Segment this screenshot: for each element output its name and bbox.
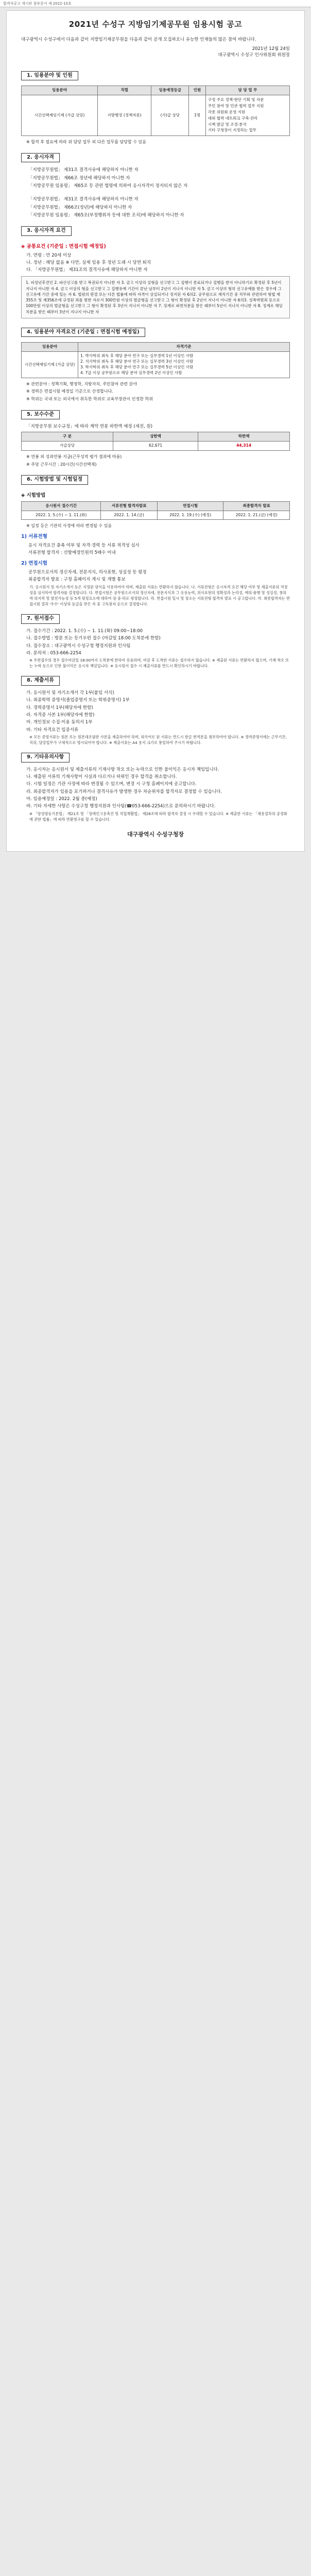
table-row — [22, 352, 290, 378]
application-line: 가. 접수기간 : 2022. 1. 5.(수) ~ 1. 11.(화) 09:00~18:00 — [26, 628, 143, 634]
salary-grade-cell: 가급상당 — [22, 442, 113, 451]
announcement-page — [6, 10, 305, 852]
schedule-cell: 2022. 1. 14.(금) — [101, 511, 158, 520]
requirement-line: 나. 정년 : 해당 없음 ※ 다만, 실제 임용 후 정년 도래 시 당연 퇴직 — [26, 260, 151, 265]
duty-item: 기타 구청장이 지정하는 업무 — [208, 128, 256, 133]
document-item: 라. 자격증 사본 1부(해당자에 한함) — [26, 712, 95, 718]
announcement-date: 2021년 12월 24일 — [252, 46, 290, 52]
table-header-row — [22, 501, 290, 511]
section-9-heading: 9. 기타유의사항 — [21, 753, 70, 762]
field-cell: 시간선택제임기제 (가급 상당) — [22, 95, 98, 136]
table-header: 자격기준 — [78, 343, 290, 352]
requirement-line: 다. 「지방공무원법」 제31조의 결격사유에 해당하지 아니한 자 — [26, 267, 148, 273]
criteria-note: ※ 관련분야 : 정책기획, 행정학, 지방자치, 주민참여 관련 분야 — [26, 381, 137, 386]
section-6-heading: 6. 시험방법 및 시험일정 — [21, 475, 88, 485]
table-header: 하한액 — [198, 432, 290, 442]
exam-step-detail: 공무원으로서의 정신자세, 전문지식, 의사표현, 성실성 등 평정 — [28, 570, 147, 575]
document-item: 가. 응시원서 및 자기소개서 각 1부(붙임 서식) — [26, 690, 114, 696]
duty-item: 주민 참여 및 민관 협력 업무 지원 — [208, 103, 264, 108]
application-line: 다. 접수장소 : 대구광역시 수성구청 행정지원과 인사팀 — [26, 643, 131, 649]
disqualification-detail-text: 1. 피성년후견인 2. 파산선고를 받고 복권되지 아니한 자 3. 금고 이상의 실형을 선고받고 그 집행이 종료되거나 집행을 받지 아니하기로 확정된 후 5년이 지나지 아니한 자 4. 금고 이상의 형을 선고받고 그 집행유예 기간이 끝난 날부터 2년이 지나지 아니한 자 5. 금고 이상의 형의 선고유예를 받은 경우에 그 선고유예 기간 중에 있는 자 6. 법원의 판결 또는 다른 법률에 따라 자격이 상실되거나 정지된 자 6의2. 공무원으로 재직기간 중 직무와 관련하여 형법 제355조 및 제356조에 규정된 죄를 범한 자로서 300만원 이상의 벌금형을 선고받고 그 형이 확정된 후 2년이 지나지 아니한 자 6의3. 성폭력범죄 등으로 100만원 이상의 벌금형을 선고받고 그 형이 확정된 후 3년이 지나지 아니한 자 7. 징계로 파면처분을 받은 때부터 5년이 지나지 아니한 자 8. 징계로 해임처분을 받은 때부터 3년이 지나지 아니한 자 — [26, 280, 283, 314]
qualification-item: 「지방공무원 임용령」 제65조(부정행위자 등에 대한 조치)에 해당하지 아니한 자 — [28, 212, 184, 218]
duties-cell — [205, 95, 289, 136]
qualification-item: 「지방공무원 임용령」 제65조 등 관련 법령에 의하여 응시자격이 정지되지 않은 자 — [28, 183, 188, 189]
criteria-note: ※ 경력은 면접시험 예정일 기준으로 산정합니다. — [26, 389, 113, 394]
section-2-heading: 2. 응시자격 — [21, 153, 60, 163]
criteria-item: 4. 7급 이상 공무원으로 해당 분야 실무경력 2년 이상인 사람 — [80, 370, 182, 375]
section-5-heading: 5. 보수수준 — [21, 410, 60, 420]
table-row — [22, 442, 290, 451]
duty-item: 대외 협력 네트워크 구축·관리 — [208, 115, 258, 121]
qualification-item: 「지방공무원법」 제31조 결격사유에 해당하지 아니한 자 — [28, 167, 139, 173]
schedule-cell: 2022. 1. 21.(금) (예정) — [223, 511, 290, 520]
caution-item: 마. 임용예정일 : 2022. 2월 중(예정) — [26, 796, 97, 802]
qualification-item: 「지방공무원법」 제66조 정년에 해당하지 아니한 자 — [28, 175, 130, 181]
table-row — [22, 511, 290, 520]
table-header: 임용분야 — [22, 343, 78, 352]
table-header-row — [22, 343, 290, 352]
document-item: 다. 경력증명서 1부(해당자에 한함) — [26, 705, 93, 710]
exam-step-detail: 응시 자격요건 충족 여부 및 자격·경력 등 서류 적격성 심사 — [28, 543, 140, 548]
exam-step-detail: 서류전형 합격자 : 선발예정인원의 5배수 이내 — [28, 550, 116, 556]
schedule-cell: 2022. 1. 5.(수) ~ 1. 11.(화) — [22, 511, 101, 520]
exam-step: 2) 면접시험 — [21, 561, 47, 567]
exam-step: 1) 서류전형 — [21, 534, 47, 539]
application-detail-text: ※ 우편접수의 경우 접수마감일 18:00까지 도착분에 한하여 유효하며, 마감 후 도착한 서류는 접수하지 않습니다. ※ 제출된 서류는 반환하지 않으며, 기재 착오 또는 누락 등으로 인한 불이익은 응시자 책임입니다. ※ 응시원서 접수 시 제출서류를 반드시 확인하시기 바랍니다. — [29, 658, 289, 669]
schedule-note: ※ 일정 등은 기관의 사정에 따라 변경될 수 있음 — [26, 523, 112, 529]
document-item: 마. 개인정보 수집·이용 동의서 1부 — [26, 720, 93, 725]
duty-item: 구정 주요 정책·현안 기획 및 자문 — [208, 97, 264, 103]
table-header: 담 당 업 무 — [205, 86, 289, 95]
exam-step-detail: 최종합격자 발표 : 구청 홈페이지 게시 및 개별 통보 — [28, 577, 126, 583]
positions-table — [21, 86, 290, 136]
signer: 대구광역시 수성구 인사위원회 위원장 — [218, 53, 290, 58]
caution-item: 가. 응시자는 응시원서 및 제출서류의 기재사항 착오 또는 누락으로 인한 불이익은 응시자 책임입니다. — [26, 767, 219, 772]
intro-text: 대구광역시 수성구에서 다음과 같이 지방임기제공무원을 다음과 같이 공개 모집하오니 유능한 인재들의 많은 참여 바랍니다. — [21, 37, 256, 42]
table-header: 서류전형 합격자발표 — [101, 501, 158, 511]
table-header: 면접시험 — [157, 501, 223, 511]
table-header-row — [22, 86, 290, 95]
table-header: 임용예정등급 — [151, 86, 189, 95]
criteria-cell — [78, 352, 290, 378]
criteria-table — [21, 342, 290, 378]
series-cell: 지방행정 (정책자문) — [97, 95, 151, 136]
salary-max-cell: 62,671 — [113, 442, 198, 451]
qualification-item: 「지방공무원법」 제31조 결격사유에 해당하지 아니한 자 — [28, 197, 139, 202]
table-header: 상한액 — [113, 432, 198, 442]
caution-item: 다. 시험 일정은 기관 사정에 따라 변경될 수 있으며, 변경 시 구청 홈페이지에 공고합니다. — [26, 782, 197, 787]
grade-cell: (가)급 상당 — [151, 95, 189, 136]
criteria-item: 3. 학사학위 취득 후 해당 분야 연구 또는 실무경력 5년 이상인 사람 — [80, 365, 194, 370]
table-header-row — [22, 432, 290, 442]
criteria-item: 1. 박사학위 취득 후 해당 분야 연구 또는 실무경력 1년 이상인 사람 — [80, 353, 194, 359]
section-8-heading: 8. 제출서류 — [21, 676, 60, 686]
salary-note: ※ 연봉 외 성과연봉 지급(근무성적 평가 결과에 따름) — [26, 454, 122, 460]
section-3-heading: 3. 응시자격 요건 — [21, 226, 72, 236]
duty-item: 각종 위원회 운영 지원 — [208, 109, 246, 114]
table-header: 최종합격자 발표 — [223, 501, 290, 511]
document-header-bar — [0, 0, 311, 7]
salary-min-cell: 44,314 — [198, 442, 290, 451]
qualification-item: 「지방공무원법」 제66조(정년)에 해당하지 아니한 자 — [28, 205, 132, 210]
table-header: 임용분야 — [22, 86, 98, 95]
caution-item: 라. 최종합격자가 임용을 포기하거나 결격사유가 발생한 경우 차순위자를 합격자로 결정할 수 있습니다. — [26, 789, 222, 794]
disqualification-detail-box — [21, 276, 290, 318]
application-line: 나. 접수방법 : 방문 또는 등기우편 접수 (마감일 18:00 도착분에 한함) — [26, 636, 161, 641]
caution-item: 바. 기타 자세한 사항은 수성구청 행정지원과 인사팀(☎053-666-2254)으로 문의하시기 바랍니다. — [26, 804, 216, 809]
page-title: 2021년 수성구 지방임기제공무원 임용시험 공고 — [68, 20, 243, 29]
document-item: 나. 최종학력 증명서(졸업증명서 또는 학위증명서) 1부 — [26, 698, 130, 703]
application-line: 라. 문의처 : 053-666-2254 — [26, 650, 81, 656]
salary-note: ※ 주당 근무시간 : 20시간(시간선택제) — [26, 462, 97, 467]
document-header-text: 합격자공고 게시판 첨부문서 제 2022-10호 — [3, 2, 72, 6]
salary-description: 「지방공무원 보수규정」에 따라 계약 연봉 하한액 예정 (세전, 원) — [26, 424, 153, 430]
table-header: 인원 — [189, 86, 206, 95]
section-1-note: ※ 합격 후 필요에 따라 위 담당 업무 외 다른 업무를 담당할 수 있음 — [26, 140, 146, 145]
exam-detail-text: 가. 응시원서 및 자기소개서 등은 지정된 양식을 사용하여야 하며, 제출된 서류는 반환하지 않습니다. 나. 서류전형은 응시자격 요건 해당 여부 및 제출서류의 적정성을 심사하여 합격자를 결정합니다. 다. 면접시험은 공무원으로서의 정신자세, 전문지식과 그 응용능력, 의사표현의 정확성과 논리성, 예의·품행 및 성실성, 창의력·의지력 및 발전가능성 등 5개 평정요소에 대하여 상·중·하로 평정합니다. 라. 면접시험 일시 및 장소는 서류전형 합격자 발표 시 공고합니다. 마. 최종합격자는 면접시험 결과 '우수' 이상의 등급을 받은 자 중 고득점자 순으로 결정합니다. — [29, 584, 290, 607]
section-1-heading: 1. 임용분야 및 인원 — [21, 71, 78, 81]
document-detail-text: ※ 모든 증빙서류는 원본 또는 원본대조필한 사본을 제출하여야 하며, 외국어로 된 서류는 반드시 한글 번역본을 첨부하여야 합니다. ※ 경력증명서에는 근무기간, 직위, 담당업무가 구체적으로 명시되어야 합니다. ※ 제출서류는 A4 용지 크기로 통일하여 주시기 바랍니다. — [29, 734, 287, 745]
count-cell: 1명 — [189, 95, 206, 136]
schedule-cell: 2022. 1. 19.(수) (예정) — [157, 511, 223, 520]
common-requirements-heading: ◈ 공통요건 (기준일 : 면접시험 예정일) — [21, 243, 106, 249]
field-cell: 시간선택제임기제 (가급 상당) — [22, 352, 78, 378]
document-item: 바. 기타 자격요건 입증서류 — [26, 727, 79, 733]
salary-table — [21, 432, 290, 451]
table-header: 응시원서 접수기간 — [22, 501, 101, 511]
caution-item: 나. 제출된 서류의 기재사항이 사실과 다르거나 허위인 경우 합격을 취소합니다. — [26, 774, 177, 779]
table-header: 구 분 — [22, 432, 113, 442]
table-row — [22, 95, 290, 136]
table-header: 직렬 — [97, 86, 151, 95]
caution-detail-text: ※ 「양성평등기본법」 제21조 및 「장애인고용촉진 및 직업재활법」 제28조에 따라 합격자 결정 시 우대할 수 있습니다. ※ 제출한 서류는 「채용절차의 공정화에 관한 법률」에 따라 반환청구를 할 수 있습니다. — [29, 811, 287, 822]
duty-item: 시책 발굴 및 조정·분석 — [208, 122, 247, 127]
requirement-line: 가. 연령 : 만 20세 이상 — [26, 252, 72, 258]
section-7-heading: 7. 원서접수 — [21, 614, 60, 624]
exam-method-heading: ◈ 시험방법 — [21, 492, 46, 498]
section-4-heading: 4. 임용분야 자격요건 (기준일 : 면접시험 예정일) — [21, 328, 145, 337]
issuer-footer: 대구광역시 수성구청장 — [127, 831, 184, 838]
criteria-item: 2. 석사학위 취득 후 해당 분야 연구 또는 실무경력 3년 이상인 사람 — [80, 359, 194, 364]
criteria-note: ※ 학위는 국내 또는 외국에서 취득한 학위로 교육부장관이 인정한 학위 — [26, 397, 153, 402]
schedule-table — [21, 501, 290, 520]
